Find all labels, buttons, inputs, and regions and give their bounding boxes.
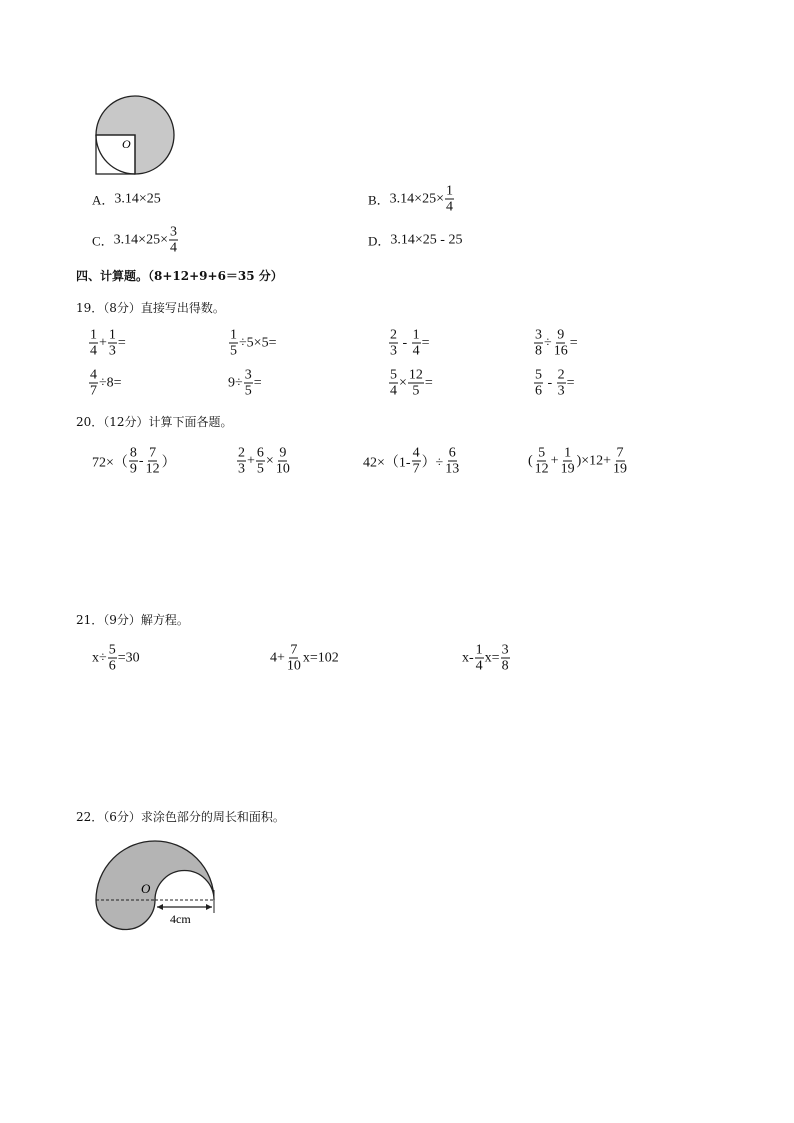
expr-text: + [247, 453, 255, 468]
fraction [445, 184, 454, 215]
expr-text: + [550, 453, 559, 468]
expr-text: ）÷ [421, 455, 444, 470]
denominator: 8 [501, 658, 509, 674]
expr-text: - [138, 453, 144, 468]
question-20-title: 20．（12分）计算下面各题。 [76, 415, 233, 429]
denominator: 8 [535, 343, 542, 359]
numerator: 12 [408, 367, 423, 383]
option-label: A． [92, 192, 115, 208]
denominator: 4 [390, 383, 397, 399]
dimension-label: 4cm [170, 912, 191, 926]
fraction [256, 446, 265, 477]
expr-text: x= [484, 650, 500, 665]
denominator: 5 [244, 383, 252, 399]
fraction [145, 446, 161, 477]
numerator: 5 [535, 367, 542, 383]
numerator: 2 [557, 367, 565, 383]
fraction [286, 643, 302, 674]
denominator: 3 [238, 461, 245, 477]
fraction [553, 328, 569, 359]
option-expression [390, 232, 462, 248]
option-label: C． [92, 233, 114, 249]
numerator: 8 [129, 445, 137, 461]
option-c [92, 224, 179, 271]
expr-text: )×12+ [576, 453, 612, 468]
expr-text: - [399, 335, 411, 350]
fraction [129, 446, 138, 477]
fraction [557, 368, 566, 399]
expr-text: 9÷ [228, 375, 243, 390]
expr-text: 4+ [270, 650, 285, 665]
numerator: 1 [90, 327, 97, 343]
denominator: 4 [475, 658, 483, 674]
expr-text: 3.14×25× [389, 191, 444, 206]
denominator: 13 [445, 461, 460, 477]
q19-expression [533, 368, 575, 399]
fraction [169, 225, 178, 256]
denominator: 9 [129, 461, 137, 477]
fraction [501, 643, 510, 674]
numerator: 5 [108, 642, 116, 658]
expr-text: 3.14×25 [114, 191, 161, 206]
numerator: 2 [238, 445, 245, 461]
center-label: O [122, 137, 131, 151]
expr-text: = [566, 375, 575, 390]
denominator: 19 [613, 461, 628, 477]
section-heading: 四、计算题。（8+12+9+6＝35 分） [76, 269, 283, 283]
expr-text: + [99, 335, 107, 350]
q19-expression [533, 328, 578, 359]
q21-expression [462, 643, 511, 674]
expr-text: = [421, 335, 430, 350]
question-19-title: 19．（8分）直接写出得数。 [76, 301, 225, 315]
denominator: 4 [90, 343, 97, 359]
option-label: B． [368, 192, 390, 208]
numerator: 5 [538, 445, 546, 461]
denominator: 5 [230, 343, 237, 359]
numerator: 3 [169, 224, 177, 240]
fraction [534, 446, 550, 477]
q20-expression [363, 446, 461, 477]
denominator: 3 [390, 343, 397, 359]
denominator: 4 [169, 240, 177, 256]
denominator: 6 [535, 383, 542, 399]
fraction [275, 446, 291, 477]
option-label: D． [368, 233, 391, 249]
numerator: 1 [230, 327, 237, 343]
denominator: 16 [553, 343, 568, 359]
numerator: 3 [535, 327, 542, 343]
q20-expression [236, 446, 292, 477]
question-22-title: 22．（6分）求涂色部分的周长和面积。 [76, 810, 285, 824]
denominator: 7 [412, 461, 420, 477]
numerator: 7 [616, 445, 624, 461]
fraction [89, 368, 98, 399]
fraction [534, 328, 543, 359]
denominator: 12 [145, 461, 160, 477]
q19-expression [88, 328, 126, 359]
expr-text: x=102 [302, 650, 339, 665]
fraction [244, 368, 253, 399]
numerator: 3 [501, 642, 509, 658]
fraction [412, 328, 421, 359]
denominator: 5 [256, 461, 264, 477]
fraction [237, 446, 246, 477]
denominator: 10 [275, 461, 290, 477]
fraction [534, 368, 543, 399]
fraction [108, 643, 117, 674]
numerator: 5 [390, 367, 397, 383]
fraction [389, 368, 398, 399]
numerator: 2 [390, 327, 397, 343]
expr-text: × [399, 375, 407, 390]
expr-text: 3.14×25× [113, 232, 168, 247]
expr-text: ( [528, 453, 533, 468]
q21-expression [92, 643, 140, 674]
option-a [92, 191, 161, 218]
circle-square-figure [90, 90, 190, 180]
fraction [412, 446, 421, 477]
fraction [408, 368, 424, 399]
denominator: 4 [412, 343, 420, 359]
expr-text: x÷ [92, 650, 107, 665]
q19-expression [388, 328, 430, 359]
q19-expression [88, 368, 122, 399]
fraction [89, 328, 98, 359]
denominator: 19 [560, 461, 575, 477]
fraction [560, 446, 576, 477]
expr-text: ÷8= [99, 375, 122, 390]
option-expression [390, 184, 455, 215]
fraction [475, 643, 484, 674]
expr-text: × [265, 453, 274, 468]
expr-text: = [569, 335, 578, 350]
question-21-title: 21．（9分）解方程。 [76, 613, 189, 627]
center-label: O [141, 881, 151, 896]
q19-expression [228, 368, 262, 399]
expr-text: = [117, 335, 126, 350]
numerator: 1 [445, 183, 453, 199]
expr-text: x- [462, 650, 474, 665]
option-b [368, 183, 455, 230]
expr-text: ÷5×5= [239, 335, 277, 350]
denominator: 5 [412, 383, 420, 399]
option-d [368, 232, 463, 259]
q20-expression [528, 446, 629, 477]
fraction [108, 328, 117, 359]
denominator: 7 [90, 383, 97, 399]
expr-text: 42×（1- [363, 455, 411, 470]
numerator: 4 [412, 445, 420, 461]
numerator: 7 [149, 445, 157, 461]
numerator: 9 [279, 445, 287, 461]
q20-expression [92, 446, 176, 477]
expr-text: =30 [117, 650, 140, 665]
fraction [612, 446, 628, 477]
denominator: 12 [534, 461, 549, 477]
fraction [229, 328, 238, 359]
expr-text: ） [161, 455, 176, 470]
q19-expression [388, 368, 433, 399]
numerator: 4 [90, 367, 97, 383]
q21-expression [270, 643, 339, 674]
expr-text: 72×（ [92, 455, 128, 470]
expr-text: = [424, 375, 433, 390]
numerator: 1 [412, 327, 420, 343]
denominator: 10 [286, 658, 301, 674]
shaded-semicircles-figure [90, 835, 225, 935]
fraction [444, 446, 460, 477]
expr-text: ÷ [544, 335, 552, 350]
fraction [389, 328, 398, 359]
numerator: 6 [256, 445, 264, 461]
numerator: 9 [557, 327, 565, 343]
option-expression [114, 191, 160, 207]
expr-text: 3.14×25 - 25 [390, 232, 463, 247]
denominator: 3 [557, 383, 565, 399]
expr-text: - [544, 375, 556, 390]
numerator: 3 [244, 367, 252, 383]
denominator: 4 [445, 199, 453, 215]
numerator: 7 [290, 642, 298, 658]
denominator: 3 [108, 343, 116, 359]
option-expression [114, 225, 179, 256]
expr-text: = [253, 375, 262, 390]
numerator: 1 [108, 327, 116, 343]
denominator: 6 [108, 658, 116, 674]
numerator: 1 [564, 445, 572, 461]
numerator: 1 [475, 642, 483, 658]
numerator: 6 [448, 445, 456, 461]
q19-expression [228, 328, 276, 359]
